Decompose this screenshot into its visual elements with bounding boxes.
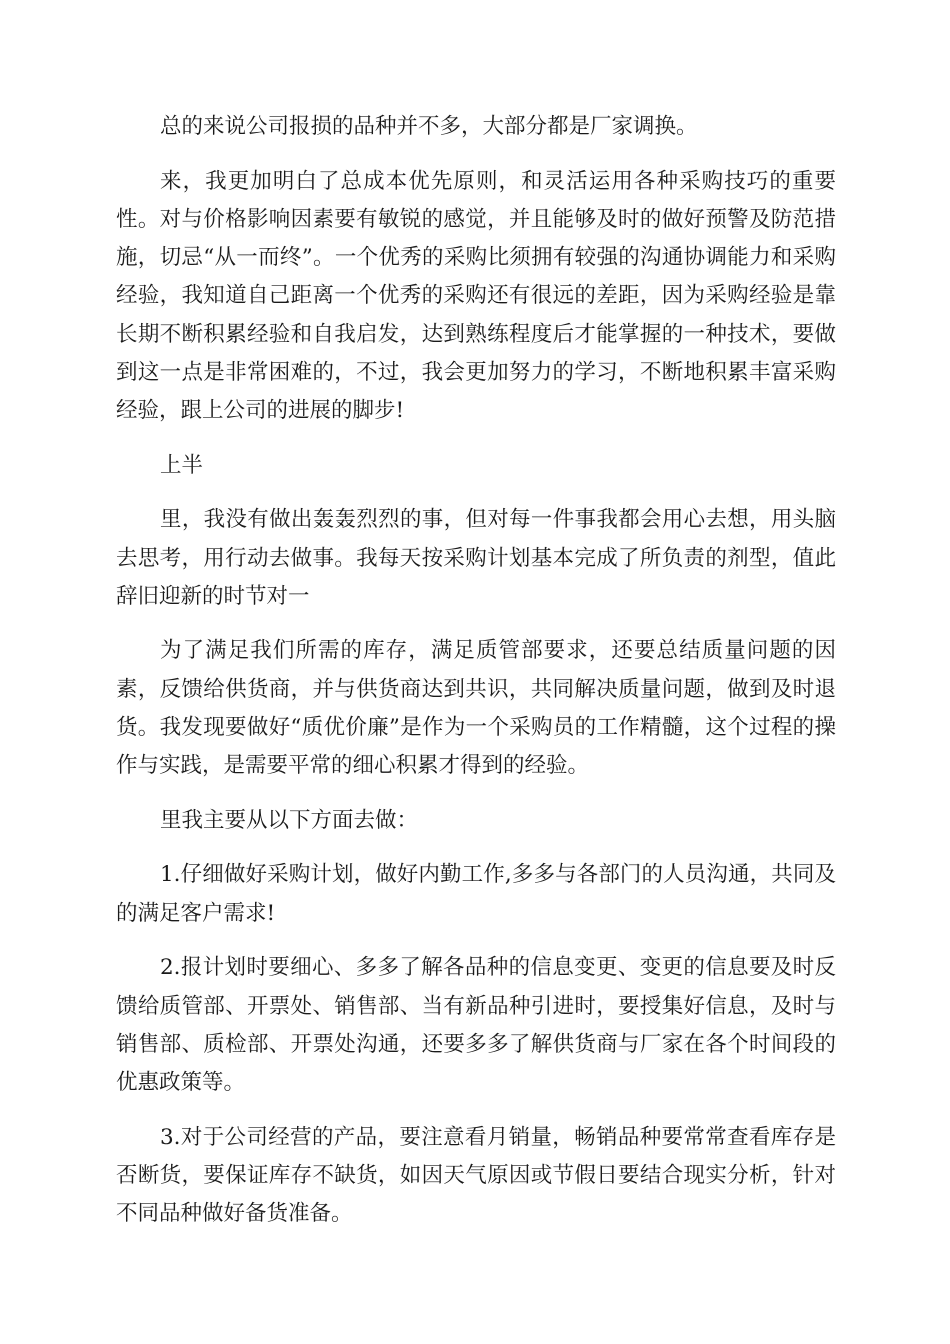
document-body: [116, 108, 836, 1250]
list-item-3: 3.对于公司经营的产品，要注意看月销量，畅销品种要常常查看库存是否断货，要保证库存不缺货，如因天气原因或节假日要结合现实分析，针对不同品种做好备货准备。: [116, 1124, 836, 1227]
paragraph-2: 来，我更加明白了总成本优先原则，和灵活运用各种采购技巧的重要性。对与价格影响因素要有敏锐的感觉，并且能够及时的做好预警及防范措施，切忌“从一而终”。一个优秀的采购比须拥有较强的沟通协调能力和采购经验，我知道自己距离一个优秀的采购还有很远的差距，因为采购经验是靠长期不断积累经验和自我启发，达到熟练程度后才能掌握的一种技术，要做到这一点是非常困难的，不过，我会更加努力的学习，不断地积累丰富采购经验，跟上公司的进展的脚步!: [116, 168, 836, 423]
paragraph-4: 里，我没有做出轰轰烈烈的事，但对每一件事我都会用心去想，用头脑去思考，用行动去做事。我每天按采购计划基本完成了所负责的剂型，值此辞旧迎新的时节对一: [116, 507, 836, 609]
paragraph-3: 上半: [160, 452, 204, 478]
paragraph-1: 总的来说公司报损的品种并不多，大部分都是厂家调换。: [160, 114, 698, 139]
list-item-1: 1.仔细做好采购计划，做好内勤工作,多多与各部门的人员沟通，共同及的满足客户需求!: [116, 862, 836, 926]
paragraph-5: 为了满足我们所需的库存，满足质管部要求，还要总结质量问题的因素，反馈给供货商，并与供货商达到共识，共同解决质量问题，做到及时退货。我发现要做好“质优价廉”是作为一个采购员的工作精髓，这个过程的操作与实践，是需要平常的细心积累才得到的经验。: [116, 638, 836, 779]
list-item-2: 2.报计划时要细心、多多了解各品种的信息变更、变更的信息要及时反馈给质管部、开票处、销售部、当有新品种引进时，要授集好信息，及时与销售部、质检部、开票处沟通，还要多多了解供货商与厂家在各个时间段的优惠政策等。: [116, 955, 836, 1095]
paragraph-6: 里我主要从以下方面去做：: [160, 807, 419, 833]
